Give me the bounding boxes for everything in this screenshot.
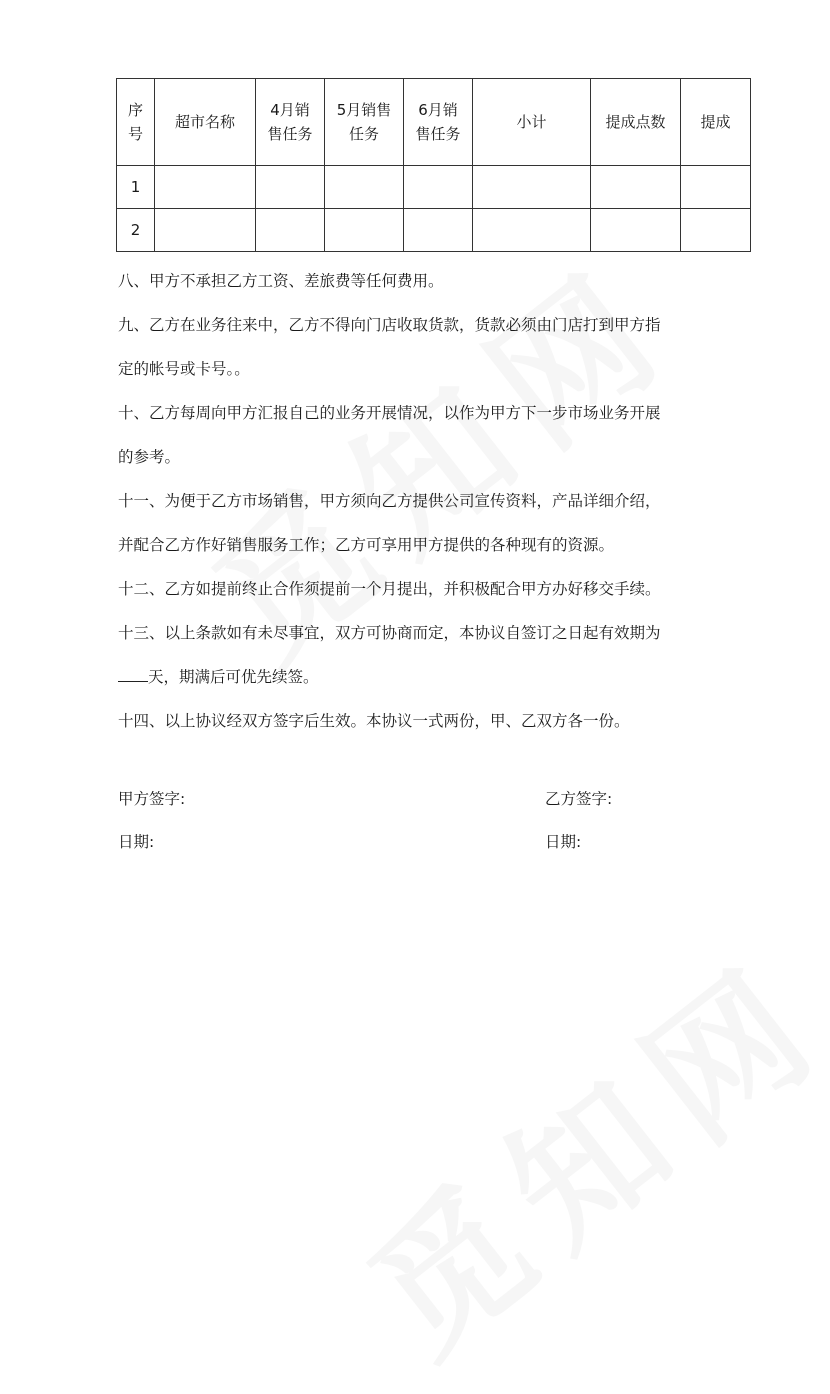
header-store-name: 超市名称 <box>155 79 256 166</box>
header-seq: 序 号 <box>117 79 155 166</box>
cell-commission-rate <box>591 209 681 252</box>
party-b-date-label: 日期: <box>545 833 582 851</box>
cell-store-name <box>155 166 256 209</box>
header-subtotal: 小计 <box>473 79 591 166</box>
cell-may-task <box>325 209 404 252</box>
cell-subtotal <box>473 209 591 252</box>
header-commission-rate: 提成点数 <box>591 79 681 166</box>
clause-9-line-1: 九、乙方在业务往来中，乙方不得向门店收取货款，货款必须由门店打到甲方指 <box>118 316 661 334</box>
table-row <box>117 209 751 252</box>
header-april-task: 4月销 售任务 <box>256 79 325 166</box>
cell-may-task <box>325 166 404 209</box>
clause-12: 十二、乙方如提前终止合作须提前一个月提出，并积极配合甲方办好移交手续。 <box>118 580 661 598</box>
party-a-signature-label: 甲方签字: <box>118 790 186 808</box>
clause-11-line-1: 十一、为便于乙方市场销售，甲方须向乙方提供公司宣传资料，产品详细介绍， <box>118 492 661 510</box>
party-b-signature-label: 乙方签字: <box>545 790 613 808</box>
cell-commission <box>681 209 751 252</box>
clause-10-line-1: 十、乙方每周向甲方汇报自己的业务开展情况，以作为甲方下一步市场业务开展 <box>118 404 661 422</box>
clause-9-line-2: 定的帐号或卡号。。 <box>118 360 250 378</box>
table-header-row <box>117 79 751 166</box>
clause-14: 十四、以上协议经双方签字后生效。本协议一式两份，甲、乙双方各一份。 <box>118 712 630 730</box>
sales-task-table <box>116 78 751 252</box>
header-may-task: 5月销售 任务 <box>325 79 404 166</box>
cell-seq: 2 <box>117 209 155 252</box>
agreement-clauses <box>118 259 718 743</box>
cell-commission-rate <box>591 166 681 209</box>
clause-8: 八、甲方不承担乙方工资、差旅费等任何费用。 <box>118 272 444 290</box>
cell-june-task <box>404 209 473 252</box>
party-a-date-label: 日期: <box>118 833 155 851</box>
cell-june-task <box>404 166 473 209</box>
header-june-task: 6月销 售任务 <box>404 79 473 166</box>
clause-13-line-1: 十三、以上条款如有未尽事宜，双方可协商而定，本协议自签订之日起有效期为 <box>118 624 661 642</box>
clause-10-line-2: 的参考。 <box>118 448 181 466</box>
cell-store-name <box>155 209 256 252</box>
cell-seq: 1 <box>117 166 155 209</box>
cell-april-task <box>256 166 325 209</box>
validity-days-blank <box>118 663 148 682</box>
cell-subtotal <box>473 166 591 209</box>
clause-11-line-2: 并配合乙方作好销售服务工作；乙方可享用甲方提供的各种现有的资源。 <box>118 536 615 554</box>
table-row <box>117 166 751 209</box>
watermark <box>319 902 830 1394</box>
header-commission: 提成 <box>681 79 751 166</box>
cell-april-task <box>256 209 325 252</box>
cell-commission <box>681 166 751 209</box>
clause-13-line-2: 天，期满后可优先续签。 <box>118 655 718 699</box>
